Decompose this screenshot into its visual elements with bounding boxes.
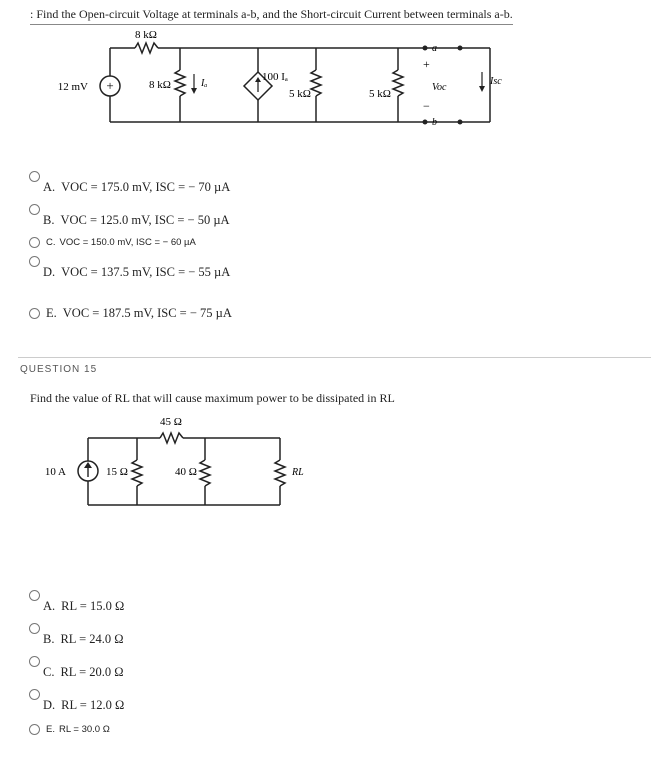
q14-option-c[interactable]	[30, 237, 196, 248]
r-right-label: 5 kΩ	[369, 88, 391, 100]
q15-option-e[interactable]	[30, 724, 110, 735]
q14-option-e[interactable]	[30, 306, 232, 321]
section-divider	[18, 357, 651, 358]
terminal-a-label: a	[432, 43, 437, 54]
radio-icon[interactable]	[29, 237, 40, 248]
q14-option-d[interactable]	[30, 265, 230, 280]
radio-icon[interactable]	[29, 724, 40, 735]
radio-icon[interactable]	[29, 171, 40, 182]
option-text: RL = 30.0 Ω	[58, 724, 110, 735]
option-letter: B.	[43, 213, 55, 227]
q15-r-top-label: 45 Ω	[160, 416, 182, 428]
option-text: RL = 20.0 Ω	[60, 665, 124, 679]
current-arrow-icon	[191, 88, 197, 94]
source-label: 12 mV	[57, 81, 88, 93]
q14-option-b[interactable]	[30, 213, 230, 228]
option-text: RL = 24.0 Ω	[60, 632, 124, 646]
question-15-prompt: Find the value of RL that will cause maximum power to be dissipated in RL	[30, 391, 395, 405]
option-letter: E.	[46, 306, 57, 320]
radio-icon[interactable]	[29, 204, 40, 215]
source-polarity-icon: +	[106, 78, 114, 93]
q15-source-label: 10 A	[44, 466, 66, 478]
option-text: RL = 12.0 Ω	[61, 698, 125, 712]
plus-sign: +	[423, 57, 430, 71]
q15-option-a[interactable]	[30, 599, 124, 614]
ia-label: Iₐ	[201, 78, 208, 89]
r-mid-label: 5 kΩ	[289, 88, 311, 100]
q15-option-b[interactable]	[30, 632, 124, 647]
radio-icon[interactable]	[29, 656, 40, 667]
q14-option-a[interactable]	[30, 180, 230, 195]
radio-icon[interactable]	[29, 689, 40, 700]
option-letter: C.	[46, 237, 56, 248]
option-text: VOC = 137.5 mV, ISC = − 55 µA	[61, 265, 231, 279]
isc-label: Isc	[490, 76, 502, 87]
r-top-label: 8 kΩ	[135, 30, 157, 41]
terminal-b-label: b	[432, 117, 437, 128]
q15-option-d[interactable]	[30, 698, 124, 713]
option-text: RL = 15.0 Ω	[61, 599, 125, 613]
circuit-diagram-q15	[0, 410, 651, 525]
minus-sign: −	[423, 99, 430, 113]
r-shunt-label: 8 kΩ	[149, 79, 171, 91]
q15-r1-label: 15 Ω	[106, 466, 128, 478]
radio-icon[interactable]	[29, 256, 40, 267]
isc-arrow-icon	[479, 86, 485, 92]
option-letter: B.	[43, 632, 55, 646]
radio-icon[interactable]	[29, 590, 40, 601]
option-text: VOC = 175.0 mV, ISC = − 70 µA	[61, 180, 231, 194]
radio-icon[interactable]	[29, 623, 40, 634]
option-letter: D.	[43, 698, 56, 712]
option-text: VOC = 150.0 mV, ISC = − 60 µA	[59, 237, 196, 248]
option-letter: A.	[43, 180, 56, 194]
option-text: VOC = 187.5 mV, ISC = − 75 µA	[62, 306, 232, 320]
circuit-diagram-q14	[0, 30, 651, 140]
voc-label: Voc	[432, 82, 447, 93]
q15-option-c[interactable]	[30, 665, 124, 680]
question-14-prompt: : Find the Open-circuit Voltage at terminals a-b, and the Short-circuit Current between terminals a-b.	[30, 7, 513, 25]
option-letter: A.	[43, 599, 56, 613]
option-letter: E.	[46, 724, 55, 735]
option-text: VOC = 125.0 mV, ISC = − 50 µA	[60, 213, 230, 227]
radio-icon[interactable]	[29, 308, 40, 319]
dep-source-label: 100 Iₐ	[262, 71, 288, 83]
option-letter: C.	[43, 665, 55, 679]
q15-r2-label: 40 Ω	[175, 466, 197, 478]
question-15-label: QUESTION 15	[20, 364, 98, 375]
q15-rl-label: RL	[292, 467, 304, 478]
option-letter: D.	[43, 265, 56, 279]
